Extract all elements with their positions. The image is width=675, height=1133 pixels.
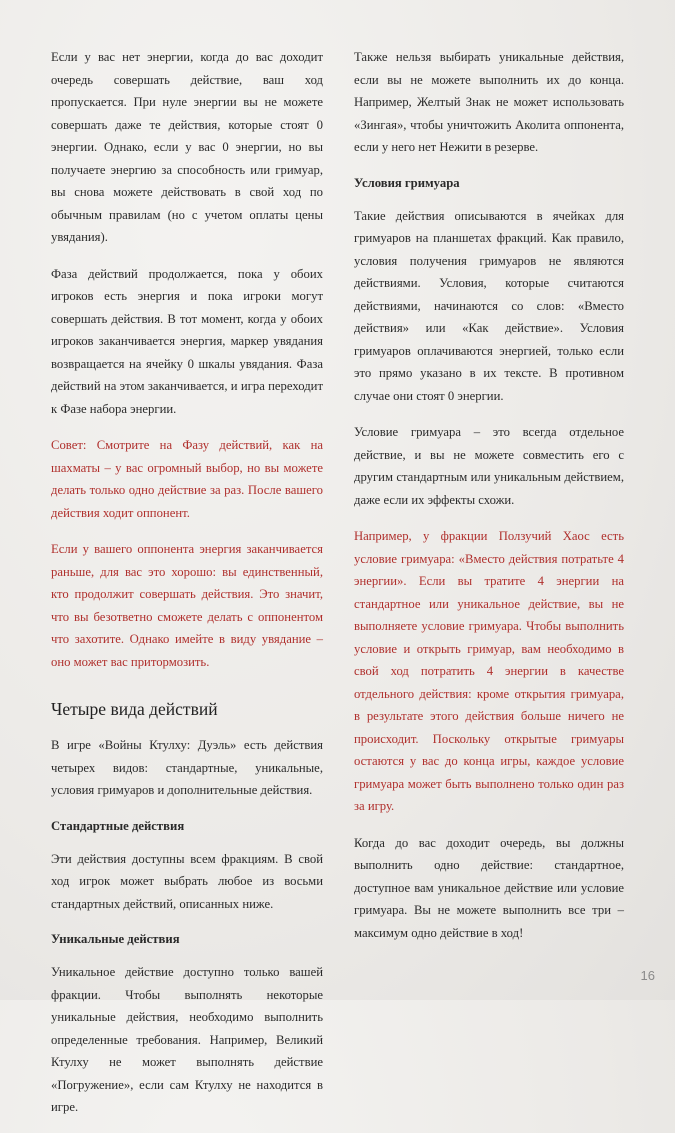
paragraph-unique-actions: Уникальное действие доступно только вашей фракции. Чтобы выполнять некоторые уникальные действия, необходимо выполнить определенные требования. Например, Великий Ктулху не может выполнять действие «Погружение», если сам Ктулху не находится в игре. — [51, 965, 323, 1114]
paragraph-standard-actions: Эти действия доступны всем фракциям. В свой ход игрок может выбрать любое из восьми стандартных действий, описанных ниже. — [51, 851, 323, 911]
left-column — [51, 46, 323, 1133]
tip-chess: Совет: Смотрите на Фазу действий, как на шахматы – у вас огромный выбор, но вы можете делать только одно действие за раз. После вашего действия ходит оппонент. — [51, 438, 323, 520]
paragraph-grimoire-conditions: Такие действия описываются в ячейках для гримуаров на планшетах фракций. Как правило, условия получения гримуаров не являются действиями. Условия, которые считаются действиями, начинаются со слов: «Вместо действия» или «Как действие». Условия гримуаров оплачиваются энергией, только если это прямо указано в их тексте. В противном случае они стоят 0 энергии. — [354, 208, 624, 403]
subheading-standard-actions: Стандартные действия — [51, 818, 185, 833]
paragraph-action-phase-continues: Фаза действий продолжается, пока у обоих игроков есть энергия и пока игроки могут совершать действия. В тот момент, когда у обоих игроков заканчивается энергия, маркер увядания возвращается на ячейку 0 шкалы увядания. Фаза действий на этом заканчивается, и игра переходит к Фазе набора энергии. — [51, 266, 323, 416]
section-title-four-action-types: Четыре вида действий — [51, 699, 218, 719]
paragraph-unique-limits: Также нельзя выбирать уникальные действия, если вы не можете выполнить их до конца. Например, Желтый Знак не может использовать «Зингая», чтобы уничтожить Аколита оппонента, если у него нет Нежити в резерве. — [354, 50, 624, 154]
subheading-grimoire-conditions: Условия гримуара — [354, 175, 460, 190]
paragraph-one-action-per-turn: Когда до вас доходит очередь, вы должны выполнить одно действие: стандартное, доступное вам уникальное действие или условие гримуара. Вы не можете выполнить все три – максимум одно действие в ход! — [354, 835, 624, 940]
paragraph-no-energy: Если у вас нет энергии, когда до вас доходит очередь совершать действие, ваш ход пропускается. При нуле энергии вы не можете совершать даже те действия, которые стоят 0 энергии. Однако, если у вас 0 энергии, но вы получаете энергию за способность или гримуар, вы снова можете действовать в свой ход по обычным правилам (но с учетом оплаты цены увядания). — [51, 50, 323, 244]
example-crawling-chaos: Например, у фракции Ползучий Хаос есть условие гримуара: «Вместо действия потратьте 4 энергии». Если вы тратите 4 энергии на стандартное или уникальное действие, вы не выполняете условие гримуара. Чтобы выполнить условие и открыть гримуар, вам необходимо в свой ход потратить 4 энергии в качестве отдельного действия: кроме открытия гримуара, в результате этого действия больше ничего не происходит. Поскольку открытые гримуары остаются у вас до конца игры, каждое условие гримуара может быть выполнено только один раз за игру. — [354, 529, 624, 813]
paragraph-action-types-intro: В игре «Войны Ктулху: Дуэль» есть действия четырех видов: стандартные, уникальные, условия гримуаров и дополнительные действия. — [51, 738, 323, 797]
subheading-unique-actions: Уникальные действия — [51, 932, 180, 946]
right-column — [354, 46, 624, 958]
paragraph-grimoire-separate-action: Условие гримуара – это всегда отдельное действие, и вы не можете совместить его с другим стандартным или уникальным действием, даже если их эффекты схожи. — [354, 425, 624, 507]
page-number: 16 — [640, 968, 655, 983]
tip-opponent-energy: Если у вашего оппонента энергия заканчивается раньше, для вас это хорошо: вы единственный, кто продолжит совершать действия. Это значит, что вы безответно сможете делать с оппонентом что захотите. Однако имейте в виду увядание – оно может вас притормозить. — [51, 542, 323, 669]
